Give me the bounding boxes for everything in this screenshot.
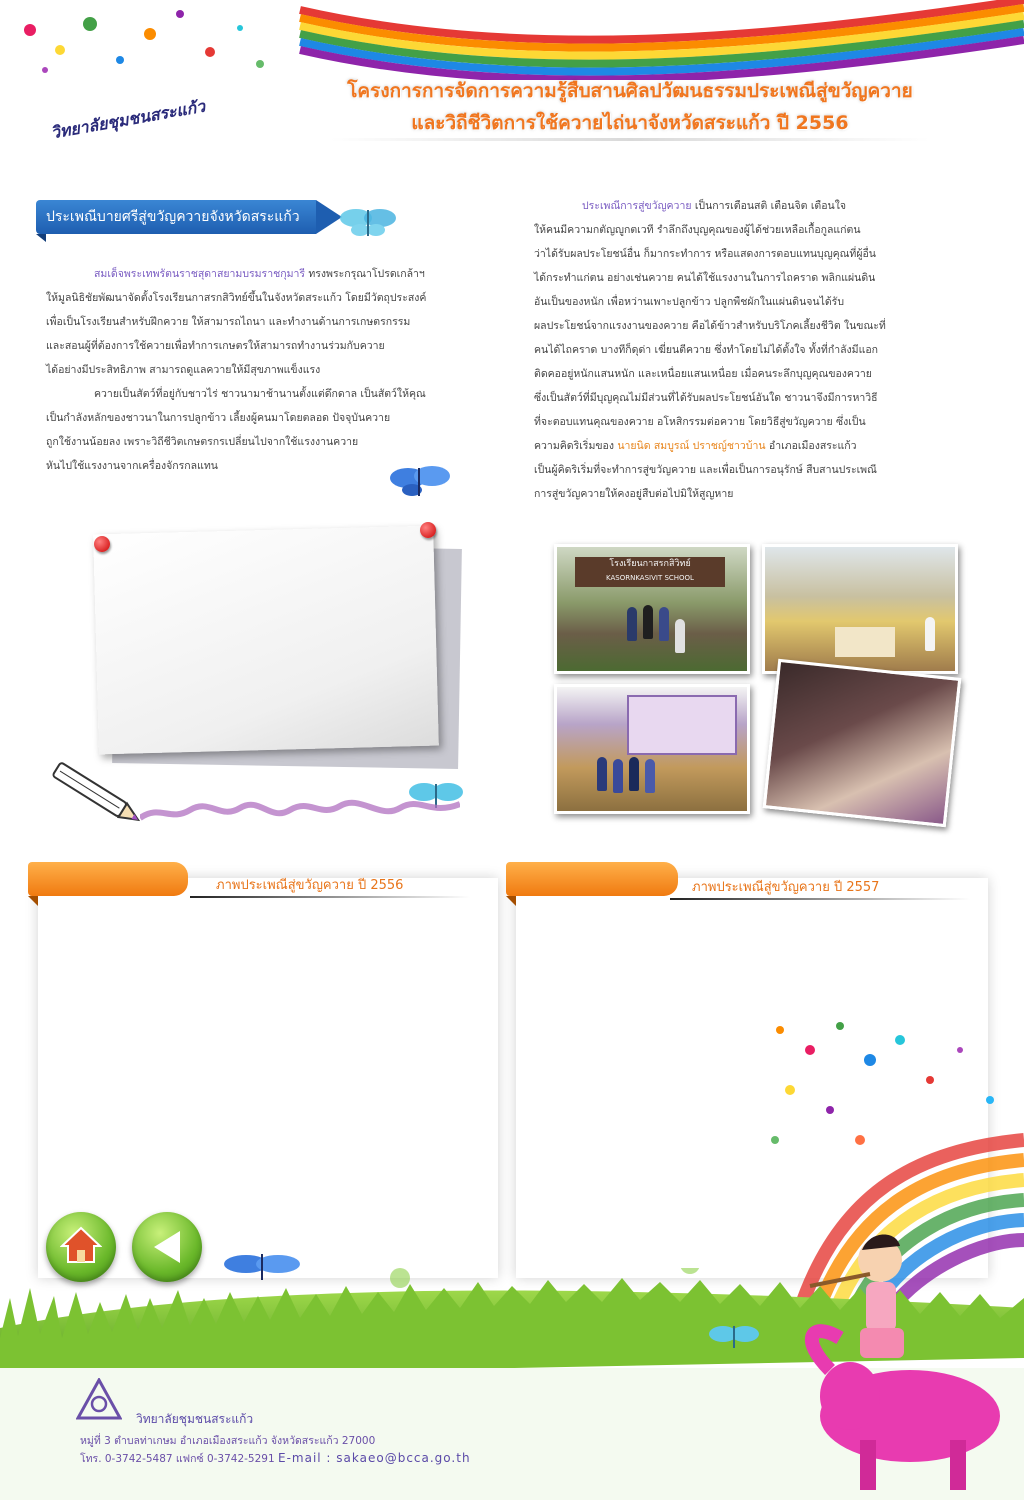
offering-table (835, 627, 895, 657)
section-ribbon-heading (28, 196, 330, 240)
page-title-line2: และวิถีชีวิตการใช้ควายไถ่นาจังหวัดสระแก้ว ปี 2556 (411, 112, 849, 134)
text-line: ทรงพระกรุณาโปรดเกล้าฯ (305, 268, 425, 280)
panel-title-underline (190, 896, 470, 898)
pencil-icon (42, 758, 152, 828)
text-line: หันไปใช้แรงงานจากเครื่องจักรกลแทน (46, 460, 218, 472)
person-figure (643, 605, 653, 639)
text-line: ผลประโยชน์จากแรงงานของควาย คือได้ข้าวสำหรับบริโภคเลี้ยงชีวิต ในขณะที่ (534, 320, 886, 332)
pushpin-icon (420, 522, 436, 538)
header-divider (330, 138, 930, 141)
text-line: ควายเป็นสัตว์ที่อยู่กับชาวไร่ ชาวนามาช้านานตั้งแต่ดึกดาล เป็นสัตว์ให้คุณ (94, 388, 426, 400)
person-figure (627, 607, 637, 641)
footer-phone: โทร. 0-3742-5487 แฟกซ์ 0-3742-5291 (80, 1453, 275, 1465)
footer-email-link[interactable]: E-mail : sakaeo@bcca.go.th (277, 1451, 471, 1465)
pinned-note-paper (90, 526, 470, 766)
photo-ceremony-banner (554, 684, 750, 814)
school-sign-english: KASORNKASIVIT SCHOOL (606, 574, 694, 582)
page-title-line1: โครงการการจัดการความรู้สืบสานศิลปวัฒนธรรมประเพณีสู่ขวัญควาย (347, 80, 913, 102)
college-name-arc: วิทยาลัยชุมชนสระแก้ว (49, 96, 207, 143)
scribble-decoration (140, 796, 460, 826)
butterfly-icon (222, 1248, 302, 1284)
text-line: ที่จะตอบแทนคุณของควาย อโหสิกรรมต่อควาย โดยวิธีสู่ขวัญควาย ซึ่งเป็น (534, 416, 866, 428)
home-icon (60, 1224, 102, 1266)
panel-title-2556: ภาพประเพณีสู่ขวัญควาย ปี 2556 (216, 878, 404, 893)
text-line: ให้คนมีความกตัญญูกตเวที รำลึกถึงบุญคุณของผู้ได้ช่วยเหลือเกื้อกูลแก่ตน (534, 224, 861, 236)
person-figure (675, 619, 685, 653)
school-sign-thai: โรงเรียนกาสรกสิวิทย์ (609, 559, 691, 569)
text-line: ซึ่งเป็นสัตว์ที่มีบุญคุณไม่มีส่วนที่ได้รับผลประโยชน์อันใด ชาวนาจึงมีการหาวิธี (534, 392, 878, 404)
left-body-text (46, 262, 486, 478)
ceremony-banner (627, 695, 737, 755)
right-body-text (534, 194, 978, 506)
text-line: ความคิดริเริ่มของ (534, 440, 618, 452)
butterfly-icon (340, 204, 396, 240)
pushpin-icon (94, 536, 110, 552)
text-line: ให้มูลนิธิชัยพัฒนาจัดตั้งโรงเรียนกาสรกสิวิทย์ขึ้นในจังหวัดสระแก้ว โดยมีวัตถุประสงค์ (46, 292, 427, 304)
text-line: ถูกใช้งานน้อยลง เพราะวิถีชีวิตเกษตรกรเปลี่ยนไปจากใช้แรงงานควาย (46, 436, 359, 448)
text-line: ติดคออยู่หนักแสนหนัก และเหนื่อยแสนเหนื่อย เมื่อคนระลึกบุญคุณของควาย (534, 368, 872, 380)
photo-ceremony-offerings (762, 544, 958, 674)
photo-school-sign (554, 544, 750, 674)
text-line: เพื่อเป็นโรงเรียนสำหรับฝึกควาย ให้สามารถไถนา และทำงานด้านการเกษตรกรรม (46, 316, 411, 328)
ribbon-fold (36, 234, 46, 242)
school-sign (575, 557, 725, 587)
panel-tab-fold (28, 896, 38, 906)
note-paper-front (93, 526, 439, 755)
text-line: การสู่ขวัญควายให้คงอยู่สืบต่อไปมิให้สูญหาย (534, 488, 734, 500)
text-line: เป็นกำลังหลักของชาวนาในการปลูกข้าว เลี้ยงผู้คนมาโดยตลอด ปัจจุบันควาย (46, 412, 391, 424)
text-line: เป็นการเตือนสติ เตือนจิต เตือนใจ (691, 200, 846, 212)
panel-tab-2556 (28, 862, 188, 896)
butterfly-icon (708, 1322, 760, 1352)
footer-address: หมู่ที่ 3 ตำบลท่าเกษม อำเภอเมืองสระแก้ว จังหวัดสระแก้ว 27000 (80, 1435, 376, 1447)
panel-title-2557: ภาพประเพณีสู่ขวัญควาย ปี 2557 (692, 880, 880, 895)
text-line: ได้กระทำแก่ตน อย่างเช่นควาย คนได้ใช้แรงงานในการไถคราด พลิกแผ่นดิน (534, 272, 876, 284)
ribbon-tip (316, 200, 342, 234)
footer-college-name: วิทยาลัยชุมชนสระแก้ว (136, 1412, 254, 1426)
text-line: อันเป็นของหนัก เพื่อหว่านเพาะปลูกข้าว ปลูกพืชผักในแผ่นดินจนได้รับ (534, 296, 844, 308)
person-figure (629, 757, 639, 791)
text-line: คนได้ไถคราด บางทีก็ดุด่า เฆี่ยนตีควาย ซึ่งทำโดยไม่ได้ตั้งใจ ทั้งที่กำลังมีแอก (534, 344, 879, 356)
text-line: และสอนผู้ที่ต้องการใช้ควายเพื่อทำการเกษตรให้สามารถทำงานร่วมกับควาย (46, 340, 385, 352)
panel-title-underline (670, 898, 970, 900)
text-line: อำเภอเมืองสระแก้ว (765, 440, 857, 452)
text-line: ได้อย่างมีประสิทธิภาพ สามารถดูแลควายให้มีสุขภาพแข็งแรง (46, 364, 321, 376)
ribbon-title: ประเพณีบายศรีสู่ขวัญควายจังหวัดสระแก้ว (36, 200, 316, 234)
panel-tab-fold (506, 896, 516, 906)
person-figure (613, 759, 623, 793)
founder-name-highlight: นายนิด สมบูรณ์ ปราชญ์ชาวบ้าน (617, 440, 766, 452)
buffalo-boy-illustration (800, 1220, 1020, 1500)
panel-tab-2557 (506, 862, 678, 896)
royal-name-highlight: สมเด็จพระเทพรัตนราชสุดาสยามบรมราชกุมารี (94, 268, 306, 280)
photo-panel-2556 (38, 878, 498, 1278)
text-line: ว่าได้รับผลประโยชน์อื่น ก็มากระทำการ หรือแสดงการตอบแทนบุญคุณที่ผู้อื่น (534, 248, 876, 260)
person-figure (597, 757, 607, 791)
home-button[interactable] (46, 1212, 116, 1282)
rainbow-swoosh-decoration (0, 0, 1024, 80)
text-line: เป็นผู้คิดริเริ่มที่จะทำการสู่ขวัญควาย และเพื่อเป็นการอนุรักษ์ สืบสานประเพณี (534, 464, 877, 476)
person-figure (659, 607, 669, 641)
person-figure (645, 759, 655, 793)
footer-contact (80, 1450, 471, 1467)
college-logo-icon (76, 1378, 122, 1420)
back-arrow-icon (150, 1228, 186, 1266)
tradition-highlight: ประเพณีการสู่ขวัญควาย (582, 200, 692, 212)
person-figure (925, 617, 935, 651)
photo-tying-strings (763, 659, 962, 827)
back-button[interactable] (132, 1212, 202, 1282)
